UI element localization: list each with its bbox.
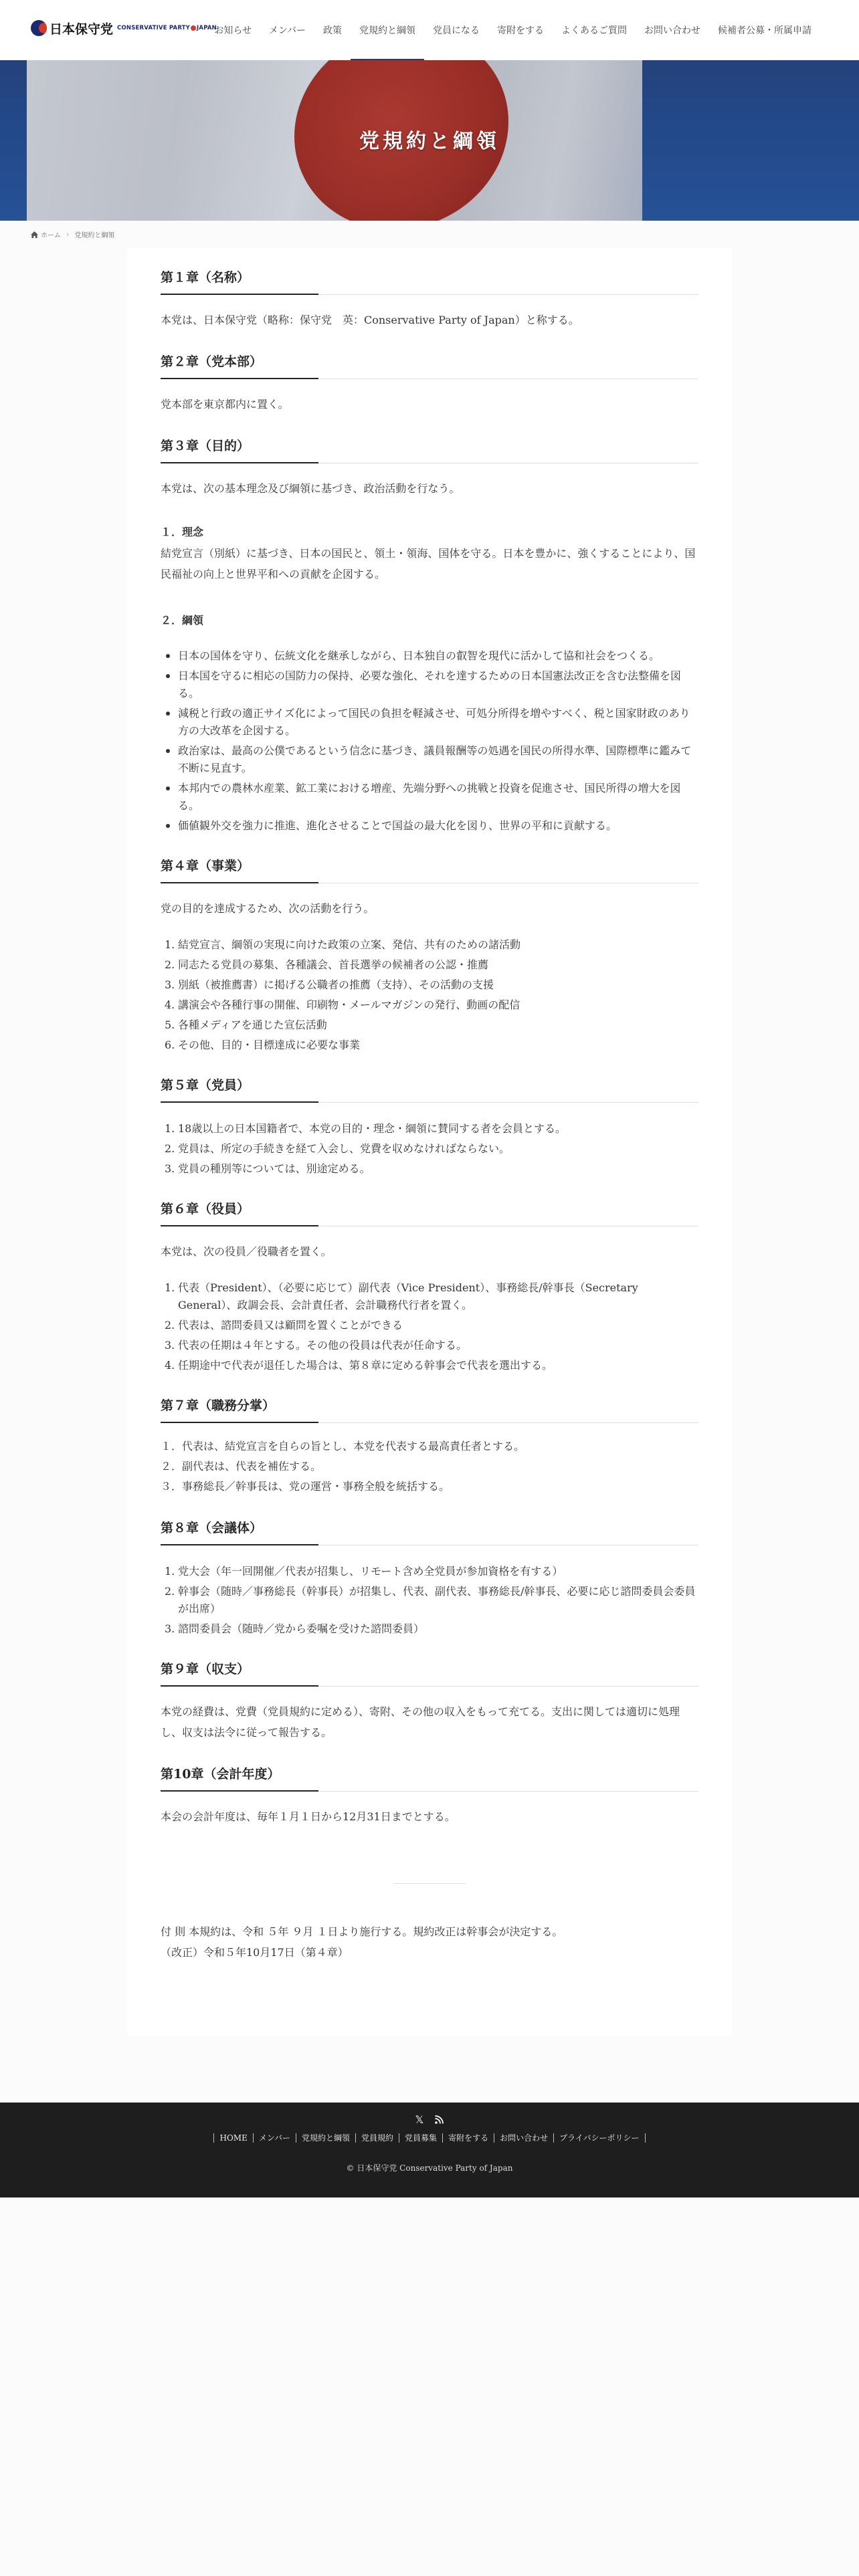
chapter-9-text: 本党の経費は、党費（党員規約に定める）、寄附、その他の収入をもって充てる。支出に関しては適切に処理し、収支は法令に従って報告する。 xyxy=(161,1705,680,1739)
list-item: 本邦内での農林水産業、鉱工業における増産、先端分野への挑戦と投資を促進させ、国民所得の増大を図る。 xyxy=(161,780,698,815)
logo-name-en: CONSERVATIVE PARTY JAPAN xyxy=(117,25,217,31)
content-card xyxy=(127,247,732,2036)
list-item: 政治家は、最高の公僕であるという信念に基づき、議員報酬等の処遇を国民の所得水準、国際標準に鑑みて不断に見直す。 xyxy=(161,742,698,777)
chapter-3-heading: 第３章（目的） xyxy=(161,436,698,463)
site-header xyxy=(0,0,859,60)
chapter-1-text: 本党は、日本保守党（略称：保守党 英：Conservative Party of Japan）と称する。 xyxy=(161,314,579,326)
list-item: 1. 党大会（年一回開催／代表が招集し、リモート含め全党員が参加資格を有する） xyxy=(165,1565,563,1578)
list-item: 4. 任期途中で代表が退任した場合は、第８章に定める幹事会で代表を選出する。 xyxy=(165,1359,553,1372)
chapter-6-heading: 第６章（役員） xyxy=(161,1199,698,1226)
chapter-10-heading: 第10章（会計年度） xyxy=(161,1764,698,1792)
nav-item-faq[interactable]: よくあるご質問 xyxy=(561,25,627,36)
page-title: 党規約と綱領 xyxy=(359,130,500,153)
list-item: 1. 結党宣言、綱領の実現に向けた政策の立案、発信、共有のための諸活動 xyxy=(165,938,521,951)
nav-item-rules[interactable]: 党規約と綱領 xyxy=(351,0,424,60)
list-item: 3. 党員の種別等については、別途定める。 xyxy=(165,1162,371,1175)
list-item: 6. その他、目的・目標達成に必要な事業 xyxy=(165,1039,361,1051)
site-logo[interactable] xyxy=(31,19,217,37)
principles-text: 結党宣言（別紙）に基づき、日本の国民と、領土・領海、国体を守る。日本を豊かに、強くすることにより、国民福祉の向上と世界平和への貢献を企図する。 xyxy=(161,547,696,580)
x-icon[interactable]: 𝕏 xyxy=(415,2113,424,2126)
footer-link-member-rules[interactable]: 党員規約 xyxy=(355,2133,399,2143)
breadcrumb xyxy=(31,229,114,239)
duties-list xyxy=(161,1436,698,1497)
chapter-5-heading: 第５章（党員） xyxy=(161,1075,698,1103)
nav-item-candidates[interactable]: 候補者公募・所属申請 xyxy=(718,25,812,36)
chapter-10-text: 本会の会計年度は、毎年１月１日から12月31日までとする。 xyxy=(161,1810,456,1823)
footer-link-home[interactable]: HOME xyxy=(213,2133,252,2143)
chapter-1-heading: 第１章（名称） xyxy=(161,267,698,295)
chapter-4-text: 党の目的を達成するため、次の活動を行う。 xyxy=(161,902,375,915)
nav-item-donate[interactable]: 寄附をする xyxy=(497,25,544,36)
list-item: 2. 同志たる党員の募集、各種議会、首長選挙の候補者の公認・推薦 xyxy=(165,958,489,971)
rss-icon[interactable] xyxy=(435,2114,444,2127)
list-item: 5. 各種メディアを通じた宣伝活動 xyxy=(165,1018,327,1031)
chapter-9-heading: 第９章（収支） xyxy=(161,1659,698,1687)
footer-link-contact[interactable]: お問い合わせ xyxy=(494,2133,553,2143)
platform-list xyxy=(161,647,698,835)
list-item: １．代表は、結党宣言を自らの旨とし、本党を代表する最高責任者とする。 xyxy=(161,1440,525,1453)
list-item: 2. 党員は、所定の手続きを経て入会し、党費を収めなければならない。 xyxy=(165,1142,510,1155)
list-item: 日本国を守るに相応の国防力の保持、必要な強化、それを達するための日本国憲法改正を含む法整備を図る。 xyxy=(161,667,698,702)
logo-name-jp: 日本保守党 xyxy=(50,21,114,37)
platform-heading: ２．綱領 xyxy=(161,614,204,627)
chapter-4-heading: 第４章（事業） xyxy=(161,856,698,883)
chevron-right-icon: › xyxy=(66,230,70,239)
footer-link-members[interactable]: メンバー xyxy=(253,2133,296,2143)
article-body xyxy=(161,267,698,1963)
meetings-list xyxy=(161,1563,698,1638)
list-item: 4. 講演会や各種行事の開催、印刷物・メールマガジンの発行、動画の配信 xyxy=(165,998,520,1011)
members-list xyxy=(161,1120,698,1178)
hero-banner xyxy=(0,60,859,221)
list-item: 減税と行政の適正サイズ化によって国民の負担を軽減させ、可処分所得を増やすべく、税と国家財政のあり方の大改革を企図する。 xyxy=(161,705,698,740)
list-item: 2. 代表は、諮問委員又は顧問を置くことができる xyxy=(165,1319,403,1331)
home-icon xyxy=(31,231,38,238)
list-item: 3. 代表の任期は４年とする。その他の役員は代表が任命する。 xyxy=(165,1339,468,1352)
nav-item-join[interactable]: 党員になる xyxy=(433,25,480,36)
party-emblem-icon xyxy=(31,20,47,36)
list-item: 3. 別紙（被推薦書）に掲げる公職者の推薦（支持）、その活動の支援 xyxy=(165,978,494,991)
main-nav xyxy=(205,0,820,60)
nav-item-members[interactable]: メンバー xyxy=(268,25,306,36)
nav-item-policy[interactable]: 政策 xyxy=(323,25,342,36)
chapter-7-heading: 第７章（職務分掌） xyxy=(161,1396,698,1423)
list-item: 1. 18歳以上の日本国籍者で、本党の目的・理念・綱領に賛同する者を会員とする。 xyxy=(165,1122,567,1135)
activities-list xyxy=(161,936,698,1054)
list-item: ２．副代表は、代表を補佐する。 xyxy=(161,1460,322,1473)
list-item: 3. 諮問委員会（随時／党から委嘱を受けた諮問委員） xyxy=(165,1622,425,1635)
list-item: 価値観外交を強力に推進、進化させることで国益の最大化を図り、世界の平和に貢献する。 xyxy=(161,817,698,835)
footer-link-privacy[interactable]: プライバシーポリシー xyxy=(553,2133,645,2143)
chapter-8-heading: 第８章（会議体） xyxy=(161,1518,698,1545)
officers-list xyxy=(161,1279,698,1374)
site-footer xyxy=(0,2103,859,2197)
divider xyxy=(393,1883,466,1884)
footer-nav xyxy=(0,2133,859,2143)
social-links xyxy=(0,2113,859,2127)
footer-link-donate[interactable]: 寄附をする xyxy=(442,2133,494,2143)
list-item: 2. 幹事会（随時／事務総長（幹事長）が招集し、代表、副代表、事務総長/幹事長、必要に応じ諮問委員会委員が出席） xyxy=(165,1585,696,1615)
chapter-2-text: 党本部を東京都内に置く。 xyxy=(161,398,289,411)
amendment-note: （改正）令和５年10月17日（第４章） xyxy=(161,1946,349,1959)
chapter-6-text: 本党は、次の役員／役職者を置く。 xyxy=(161,1245,332,1258)
list-item: 1. 代表（President）、（必要に応じて）副代表（Vice President）、事務総長/幹事長（Secretary General）、政調会長、会計責任者、会計職務代行者を置く。 xyxy=(165,1281,638,1311)
nav-item-news[interactable]: お知らせ xyxy=(214,25,252,36)
breadcrumb-current: 党規約と綱領 xyxy=(74,232,115,239)
supplementary-provision: 付 則 本規約は、令和 ５年 ９月 １日より施行する。規約改正は幹事会が決定する。 xyxy=(161,1925,563,1938)
breadcrumb-home[interactable]: ホーム xyxy=(41,232,61,239)
nav-item-contact[interactable]: お問い合わせ xyxy=(644,25,700,36)
principles-heading: １．理念 xyxy=(161,526,204,538)
list-item: 日本の国体を守り、伝統文化を継承しながら、日本独自の叡智を現代に活かして協和社会をつくる。 xyxy=(161,647,698,665)
chapter-2-heading: 第２章（党本部） xyxy=(161,352,698,379)
chapter-3-text: 本党は、次の基本理念及び綱領に基づき、政治活動を行なう。 xyxy=(161,482,460,495)
copyright: © 日本保守党 Conservative Party of Japan xyxy=(346,2163,513,2173)
footer-link-recruit[interactable]: 党員募集 xyxy=(399,2133,442,2143)
footer-link-rules[interactable]: 党規約と綱領 xyxy=(296,2133,355,2143)
list-item: ３．事務総長／幹事長は、党の運営・事務全般を統括する。 xyxy=(161,1480,450,1493)
